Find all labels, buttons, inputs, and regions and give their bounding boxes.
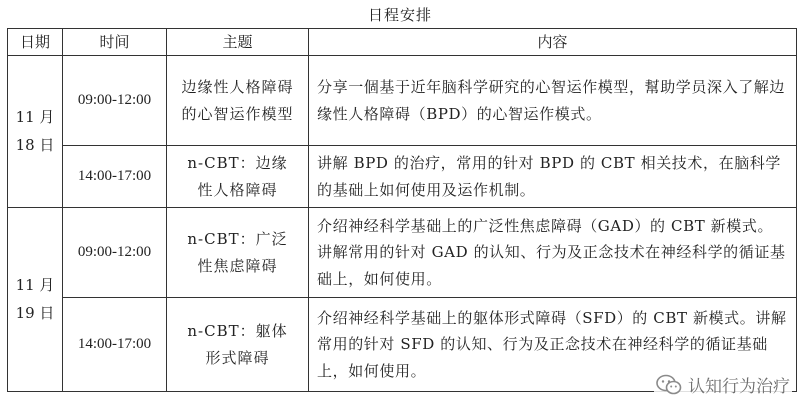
session-topic: n-CBT：广泛性焦虑障碍 xyxy=(167,208,309,298)
watermark xyxy=(654,371,792,398)
header-date: 日期 xyxy=(8,29,63,56)
header-content: 内容 xyxy=(309,29,797,56)
date-cell xyxy=(8,56,63,208)
header-row xyxy=(8,29,797,56)
session-content: 讲解 BPD 的治疗，常用的针对 BPD 的 CBT 相关技术，在脑科学的基础上如何使用及运作机制。 xyxy=(309,146,797,208)
session-time: 14:00-17:00 xyxy=(63,298,167,392)
session-time: 09:00-12:00 xyxy=(63,208,167,298)
session-topic: n-CBT：躯体形式障碍 xyxy=(167,298,309,392)
date-day: 18 日 xyxy=(15,135,55,154)
schedule-table xyxy=(7,28,797,392)
table-row xyxy=(8,208,797,298)
header-topic: 主题 xyxy=(167,29,309,56)
page-title: 日程安排 xyxy=(367,6,432,24)
session-content: 介绍神经科学基础上的躯体形式障碍（SFD）的 CBT 新模式。讲解常用的针对 SFD 的认知、行为及正念技术在神经科学的循证基础上，如何使用。 xyxy=(309,298,797,392)
wechat-icon xyxy=(656,374,682,396)
date-day: 19 日 xyxy=(15,303,55,322)
session-topic: n-CBT：边缘性人格障碍 xyxy=(167,146,309,208)
date-month: 11 月 xyxy=(15,107,55,126)
watermark-text: 认知行为治疗 xyxy=(688,377,790,397)
session-content: 分享一個基于近年脑科学研究的心智运作模型，幫助学员深入了解边缘性人格障碍（BPD）的心智运作模式。 xyxy=(309,56,797,146)
session-time: 14:00-17:00 xyxy=(63,146,167,208)
date-month: 11 月 xyxy=(15,275,55,294)
session-content: 介绍神经科学基础上的广泛性焦虑障碍（GAD）的 CBT 新模式。讲解常用的针对 GAD 的认知、行为及正念技术在神经科学的循证基础上，如何使用。 xyxy=(309,208,797,298)
date-cell xyxy=(8,208,63,392)
header-time: 时间 xyxy=(63,29,167,56)
session-time: 09:00-12:00 xyxy=(63,56,167,146)
table-row xyxy=(8,56,797,146)
session-topic: 边缘性人格障碍的心智运作模型 xyxy=(167,56,309,146)
table-row xyxy=(8,146,797,208)
